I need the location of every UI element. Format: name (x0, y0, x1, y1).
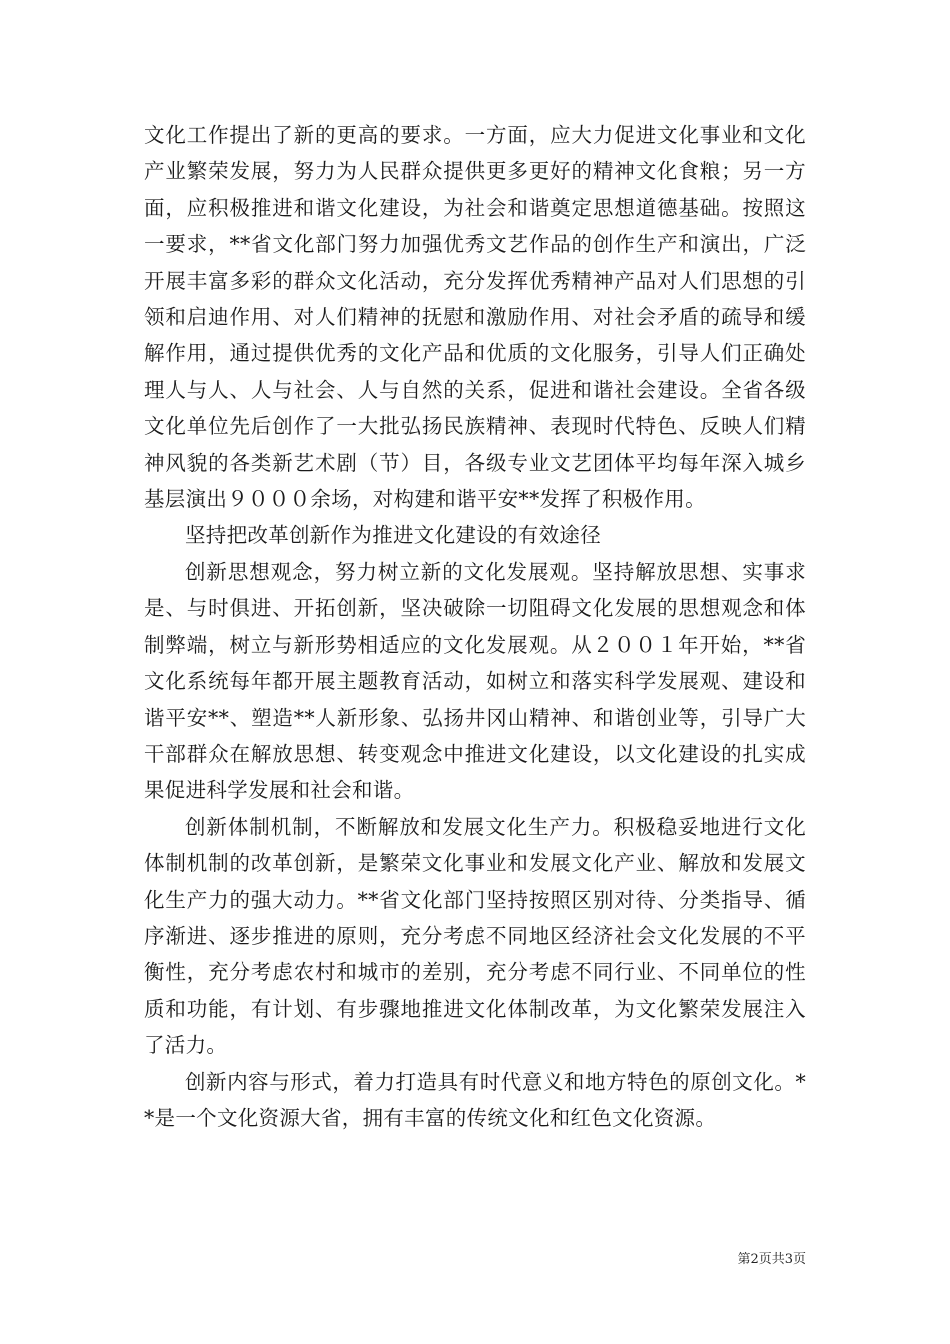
document-body (144, 117, 806, 1136)
paragraph-1: 文化工作提出了新的更高的要求。一方面，应大力促进文化事业和文化产业繁荣发展，努力为人民群众提供更多更好的精神文化食粮；另一方面，应积极推进和谐文化建设，为社会和谐奠定思想道德基础。按照这一要求，**省文化部门努力加强优秀文艺作品的创作生产和演出，广泛开展丰富多彩的群众文化活动，充分发挥优秀精神产品对人们思想的引领和启迪作用、对人们精神的抚慰和激励作用、对社会矛盾的疏导和缓解作用，通过提供优秀的文化产品和优质的文化服务，引导人们正确处理人与人、人与社会、人与自然的关系，促进和谐社会建设。全省各级文化单位先后创作了一大批弘扬民族精神、表现时代特色、反映人们精神风貌的各类新艺术剧（节）目，各级专业文艺团体平均每年深入城乡基层演出９０００余场，对构建和谐平安**发挥了积极作用。 (144, 123, 806, 512)
paragraph-3: 创新体制机制，不断解放和发展文化生产力。积极稳妥地进行文化体制机制的改革创新，是繁荣文化事业和发展文化产业、解放和发展文化生产力的强大动力。**省文化部门坚持按照区别对待、分类指导、循序渐进、逐步推进的原则，充分考虑不同地区经济社会文化发展的不平衡性，充分考虑农村和城市的差别，充分考虑不同行业、不同单位的性质和功能，有计划、有步骤地推进文化体制改革，为文化繁荣发展注入了活力。 (144, 814, 806, 1058)
page-number: 第2页共3页 (737, 1252, 806, 1267)
paragraph-4: 创新内容与形式，着力打造具有时代意义和地方特色的原创文化。**是一个文化资源大省，拥有丰富的传统文化和红色文化资源。 (144, 1069, 806, 1130)
paragraph-2: 创新思想观念，努力树立新的文化发展观。坚持解放思想、实事求是、与时俱进、开拓创新，坚决破除一切阻碍文化发展的思想观念和体制弊端，树立与新形势相适应的文化发展观。从２００１年开始，**省文化系统每年都开展主题教育活动，如树立和落实科学发展观、建设和谐平安**、塑造**人新形象、弘扬井冈山精神、和谐创业等，引导广大干部群众在解放思想、转变观念中推进文化建设，以文化建设的扎实成果促进科学发展和社会和谐。 (144, 559, 806, 803)
section-heading: 坚持把改革创新作为推进文化建设的有效途径 (185, 523, 601, 548)
